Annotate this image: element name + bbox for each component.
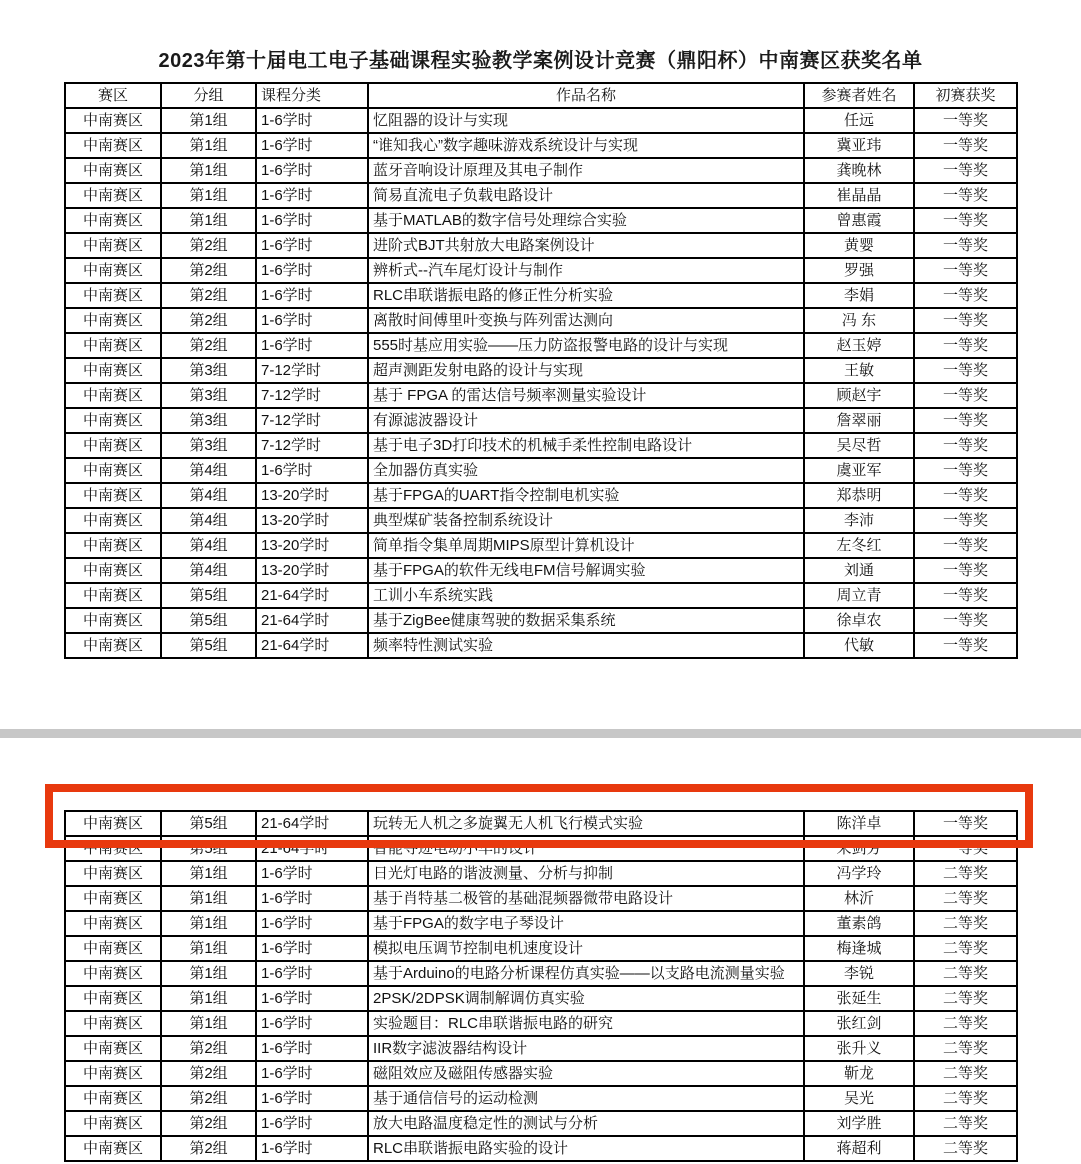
cell-work-title: 忆阻器的设计与实现 (368, 108, 804, 133)
table-row (65, 836, 1017, 861)
cell-group: 第4组 (161, 533, 256, 558)
table-row (65, 508, 1017, 533)
cell-region: 中南赛区 (65, 911, 161, 936)
table-row (65, 408, 1017, 433)
cell-group: 第2组 (161, 258, 256, 283)
table-row (65, 183, 1017, 208)
cell-participant-name: 赵玉婷 (804, 333, 914, 358)
cell-course-category: 7-12学时 (256, 408, 368, 433)
cell-group: 第1组 (161, 108, 256, 133)
cell-region: 中南赛区 (65, 108, 161, 133)
cell-award: 一等奖 (914, 533, 1017, 558)
cell-course-category: 13-20学时 (256, 533, 368, 558)
table-row (65, 1011, 1017, 1036)
table-row (65, 533, 1017, 558)
cell-region: 中南赛区 (65, 533, 161, 558)
cell-participant-name: 龚晚林 (804, 158, 914, 183)
cell-participant-name: 罗强 (804, 258, 914, 283)
cell-work-title: 基于FPGA的软件无线电FM信号解调实验 (368, 558, 804, 583)
cell-participant-name: 张红剑 (804, 1011, 914, 1036)
cell-participant-name: 张延生 (804, 986, 914, 1011)
cell-group: 第2组 (161, 1086, 256, 1111)
cell-group: 第5组 (161, 836, 256, 861)
cell-course-category: 21-64学时 (256, 583, 368, 608)
cell-group: 第1组 (161, 158, 256, 183)
section-divider-bar (0, 729, 1081, 738)
cell-course-category: 1-6学时 (256, 108, 368, 133)
table-row (65, 383, 1017, 408)
cell-work-title: 基于电子3D打印技术的机械手柔性控制电路设计 (368, 433, 804, 458)
cell-work-title: 基于FPGA的UART指令控制电机实验 (368, 483, 804, 508)
cell-region: 中南赛区 (65, 986, 161, 1011)
award-table-first-prize (64, 82, 1018, 659)
cell-region: 中南赛区 (65, 233, 161, 258)
cell-course-category: 1-6学时 (256, 1136, 368, 1161)
cell-award: 一等奖 (914, 108, 1017, 133)
cell-award: 一等奖 (914, 408, 1017, 433)
cell-award: 一等奖 (914, 608, 1017, 633)
table-row (65, 283, 1017, 308)
cell-group: 第2组 (161, 308, 256, 333)
cell-course-category: 1-6学时 (256, 1036, 368, 1061)
table-row (65, 886, 1017, 911)
cell-region: 中南赛区 (65, 158, 161, 183)
cell-group: 第4组 (161, 483, 256, 508)
cell-group: 第3组 (161, 358, 256, 383)
table-row (65, 608, 1017, 633)
table-row (65, 308, 1017, 333)
cell-participant-name: 曾惠霞 (804, 208, 914, 233)
header-region: 赛区 (65, 83, 161, 108)
cell-group: 第4组 (161, 458, 256, 483)
cell-region: 中南赛区 (65, 383, 161, 408)
table-row (65, 1061, 1017, 1086)
table-row (65, 1136, 1017, 1161)
cell-region: 中南赛区 (65, 1136, 161, 1161)
cell-course-category: 21-64学时 (256, 836, 368, 861)
cell-course-category: 1-6学时 (256, 258, 368, 283)
cell-group: 第1组 (161, 911, 256, 936)
cell-award: 一等奖 (914, 358, 1017, 383)
cell-work-title: 555时基应用实验——压力防盗报警电路的设计与实现 (368, 333, 804, 358)
cell-course-category: 1-6学时 (256, 961, 368, 986)
cell-award: 一等奖 (914, 133, 1017, 158)
table-header (65, 83, 1017, 108)
cell-work-title: 全加器仿真实验 (368, 458, 804, 483)
cell-region: 中南赛区 (65, 508, 161, 533)
cell-course-category: 13-20学时 (256, 483, 368, 508)
table-row (65, 1036, 1017, 1061)
cell-course-category: 1-6学时 (256, 861, 368, 886)
cell-work-title: 基于肖特基二极管的基础混频器微带电路设计 (368, 886, 804, 911)
cell-work-title: 基于ZigBee健康驾驶的数据采集系统 (368, 608, 804, 633)
table-row (65, 233, 1017, 258)
cell-work-title: 基于MATLAB的数字信号处理综合实验 (368, 208, 804, 233)
cell-group: 第1组 (161, 861, 256, 886)
cell-participant-name: 周立青 (804, 583, 914, 608)
cell-participant-name: 王敏 (804, 358, 914, 383)
cell-award: 二等奖 (914, 961, 1017, 986)
cell-group: 第1组 (161, 1011, 256, 1036)
cell-work-title: 简单指令集单周期MIPS原型计算机设计 (368, 533, 804, 558)
cell-region: 中南赛区 (65, 633, 161, 658)
cell-award: 一等奖 (914, 583, 1017, 608)
cell-region: 中南赛区 (65, 1061, 161, 1086)
header-award: 初赛获奖 (914, 83, 1017, 108)
cell-participant-name: 詹翠丽 (804, 408, 914, 433)
table-row (65, 358, 1017, 383)
cell-work-title: 简易直流电子负载电路设计 (368, 183, 804, 208)
cell-award: 一等奖 (914, 333, 1017, 358)
table-row (65, 911, 1017, 936)
cell-group: 第5组 (161, 633, 256, 658)
cell-award: 一等奖 (914, 558, 1017, 583)
cell-region: 中南赛区 (65, 258, 161, 283)
cell-group: 第2组 (161, 1036, 256, 1061)
cell-group: 第2组 (161, 333, 256, 358)
cell-award: 一等奖 (914, 836, 1017, 861)
cell-award: 一等奖 (914, 383, 1017, 408)
cell-work-title: 工训小车系统实践 (368, 583, 804, 608)
cell-course-category: 1-6学时 (256, 1111, 368, 1136)
cell-participant-name: 刘学胜 (804, 1111, 914, 1136)
award-table-second-prize (64, 810, 1018, 1162)
cell-course-category: 21-64学时 (256, 608, 368, 633)
cell-course-category: 1-6学时 (256, 283, 368, 308)
header-row (65, 83, 1017, 108)
cell-work-title: 典型煤矿装备控制系统设计 (368, 508, 804, 533)
cell-work-title: 实验题目：RLC串联谐振电路的研究 (368, 1011, 804, 1036)
cell-group: 第2组 (161, 1111, 256, 1136)
header-participant-name: 参赛者姓名 (804, 83, 914, 108)
cell-work-title: 基于 FPGA 的雷达信号频率测量实验设计 (368, 383, 804, 408)
cell-award: 一等奖 (914, 433, 1017, 458)
cell-work-title: 蓝牙音响设计原理及其电子制作 (368, 158, 804, 183)
cell-region: 中南赛区 (65, 408, 161, 433)
cell-award: 一等奖 (914, 811, 1017, 836)
cell-work-title: 离散时间傅里叶变换与阵列雷达测向 (368, 308, 804, 333)
cell-work-title: 日光灯电路的谐波测量、分析与抑制 (368, 861, 804, 886)
cell-award: 二等奖 (914, 1036, 1017, 1061)
table-row (65, 558, 1017, 583)
cell-award: 二等奖 (914, 936, 1017, 961)
cell-group: 第5组 (161, 583, 256, 608)
cell-work-title: 玩转无人机之多旋翼无人机飞行模式实验 (368, 811, 804, 836)
table-body (65, 811, 1017, 1161)
cell-participant-name: 代敏 (804, 633, 914, 658)
cell-award: 二等奖 (914, 1136, 1017, 1161)
table-row (65, 861, 1017, 886)
cell-group: 第1组 (161, 133, 256, 158)
cell-course-category: 7-12学时 (256, 358, 368, 383)
cell-course-category: 1-6学时 (256, 911, 368, 936)
cell-work-title: 超声测距发射电路的设计与实现 (368, 358, 804, 383)
cell-award: 一等奖 (914, 283, 1017, 308)
cell-course-category: 1-6学时 (256, 308, 368, 333)
cell-region: 中南赛区 (65, 183, 161, 208)
cell-course-category: 1-6学时 (256, 333, 368, 358)
table-row (65, 133, 1017, 158)
cell-course-category: 1-6学时 (256, 1061, 368, 1086)
table-row (65, 108, 1017, 133)
cell-course-category: 1-6学时 (256, 458, 368, 483)
cell-course-category: 1-6学时 (256, 936, 368, 961)
cell-participant-name: 梅逢城 (804, 936, 914, 961)
cell-course-category: 13-20学时 (256, 558, 368, 583)
cell-region: 中南赛区 (65, 283, 161, 308)
cell-region: 中南赛区 (65, 558, 161, 583)
cell-participant-name: 虞亚军 (804, 458, 914, 483)
cell-work-title: 基于FPGA的数字电子琴设计 (368, 911, 804, 936)
cell-award: 二等奖 (914, 1011, 1017, 1036)
table-row (65, 458, 1017, 483)
cell-region: 中南赛区 (65, 811, 161, 836)
table-row (65, 986, 1017, 1011)
cell-award: 二等奖 (914, 986, 1017, 1011)
cell-participant-name: 冀亚玮 (804, 133, 914, 158)
cell-participant-name: 朱剑芳 (804, 836, 914, 861)
cell-participant-name: 吴光 (804, 1086, 914, 1111)
cell-group: 第2组 (161, 1136, 256, 1161)
cell-region: 中南赛区 (65, 433, 161, 458)
cell-participant-name: 刘通 (804, 558, 914, 583)
cell-region: 中南赛区 (65, 861, 161, 886)
cell-work-title: 模拟电压调节控制电机速度设计 (368, 936, 804, 961)
cell-participant-name: 冯 东 (804, 308, 914, 333)
cell-participant-name: 冯学玲 (804, 861, 914, 886)
cell-participant-name: 左冬红 (804, 533, 914, 558)
cell-course-category: 1-6学时 (256, 886, 368, 911)
cell-group: 第1组 (161, 208, 256, 233)
cell-work-title: IIR数字滤波器结构设计 (368, 1036, 804, 1061)
cell-work-title: 基于通信信号的运动检测 (368, 1086, 804, 1111)
cell-participant-name: 崔晶晶 (804, 183, 914, 208)
table-row (65, 811, 1017, 836)
cell-region: 中南赛区 (65, 358, 161, 383)
document-title: 2023年第十届电工电子基础课程实验教学案例设计竞赛（鼎阳杯）中南赛区获奖名单 (158, 50, 923, 72)
cell-award: 二等奖 (914, 1086, 1017, 1111)
table-row (65, 483, 1017, 508)
cell-award: 一等奖 (914, 483, 1017, 508)
cell-region: 中南赛区 (65, 1086, 161, 1111)
cell-course-category: 21-64学时 (256, 633, 368, 658)
cell-region: 中南赛区 (65, 208, 161, 233)
table-row (65, 961, 1017, 986)
cell-award: 二等奖 (914, 1111, 1017, 1136)
table-row (65, 433, 1017, 458)
cell-participant-name: 郑恭明 (804, 483, 914, 508)
table-row (65, 633, 1017, 658)
cell-group: 第1组 (161, 886, 256, 911)
cell-participant-name: 徐卓农 (804, 608, 914, 633)
cell-course-category: 1-6学时 (256, 233, 368, 258)
cell-group: 第1组 (161, 183, 256, 208)
cell-work-title: RLC串联谐振电路的修正性分析实验 (368, 283, 804, 308)
table-row (65, 1111, 1017, 1136)
table-row (65, 258, 1017, 283)
cell-course-category: 21-64学时 (256, 811, 368, 836)
cell-participant-name: 吴尽哲 (804, 433, 914, 458)
cell-work-title: 放大电路温度稳定性的测试与分析 (368, 1111, 804, 1136)
cell-work-title: 基于Arduino的电路分析课程仿真实验——以支路电流测量实验 (368, 961, 804, 986)
cell-participant-name: 张升义 (804, 1036, 914, 1061)
cell-participant-name: 李娟 (804, 283, 914, 308)
table-row (65, 158, 1017, 183)
cell-group: 第3组 (161, 383, 256, 408)
cell-group: 第2组 (161, 233, 256, 258)
cell-award: 二等奖 (914, 861, 1017, 886)
cell-work-title: “谁知我心”数字趣味游戏系统设计与实现 (368, 133, 804, 158)
header-group: 分组 (161, 83, 256, 108)
cell-award: 一等奖 (914, 458, 1017, 483)
cell-work-title: 辨析式--汽车尾灯设计与制作 (368, 258, 804, 283)
cell-course-category: 1-6学时 (256, 986, 368, 1011)
cell-region: 中南赛区 (65, 1111, 161, 1136)
cell-award: 一等奖 (914, 633, 1017, 658)
header-work-title: 作品名称 (368, 83, 804, 108)
cell-group: 第3组 (161, 433, 256, 458)
cell-region: 中南赛区 (65, 608, 161, 633)
cell-group: 第4组 (161, 508, 256, 533)
cell-award: 一等奖 (914, 233, 1017, 258)
cell-region: 中南赛区 (65, 133, 161, 158)
cell-award: 一等奖 (914, 308, 1017, 333)
cell-participant-name: 靳龙 (804, 1061, 914, 1086)
cell-region: 中南赛区 (65, 333, 161, 358)
cell-work-title: 频率特性测试实验 (368, 633, 804, 658)
cell-course-category: 1-6学时 (256, 183, 368, 208)
cell-group: 第3组 (161, 408, 256, 433)
table-row (65, 208, 1017, 233)
table-row (65, 333, 1017, 358)
cell-region: 中南赛区 (65, 886, 161, 911)
table-row (65, 936, 1017, 961)
cell-course-category: 1-6学时 (256, 158, 368, 183)
cell-region: 中南赛区 (65, 458, 161, 483)
cell-course-category: 7-12学时 (256, 433, 368, 458)
cell-group: 第2组 (161, 1061, 256, 1086)
cell-award: 一等奖 (914, 508, 1017, 533)
cell-region: 中南赛区 (65, 1011, 161, 1036)
cell-course-category: 13-20学时 (256, 508, 368, 533)
cell-participant-name: 顾赵宇 (804, 383, 914, 408)
cell-participant-name: 陈洋卓 (804, 811, 914, 836)
cell-region: 中南赛区 (65, 961, 161, 986)
cell-participant-name: 林沂 (804, 886, 914, 911)
cell-region: 中南赛区 (65, 308, 161, 333)
cell-award: 二等奖 (914, 886, 1017, 911)
cell-work-title: 2PSK/2DPSK调制解调仿真实验 (368, 986, 804, 1011)
cell-course-category: 1-6学时 (256, 208, 368, 233)
cell-award: 二等奖 (914, 1061, 1017, 1086)
cell-group: 第1组 (161, 986, 256, 1011)
cell-region: 中南赛区 (65, 583, 161, 608)
cell-region: 中南赛区 (65, 1036, 161, 1061)
cell-region: 中南赛区 (65, 836, 161, 861)
cell-course-category: 7-12学时 (256, 383, 368, 408)
cell-region: 中南赛区 (65, 483, 161, 508)
cell-group: 第5组 (161, 811, 256, 836)
cell-group: 第2组 (161, 283, 256, 308)
cell-work-title: 磁阻效应及磁阻传感器实验 (368, 1061, 804, 1086)
cell-participant-name: 李锐 (804, 961, 914, 986)
cell-work-title: 有源滤波器设计 (368, 408, 804, 433)
cell-participant-name: 董素鸽 (804, 911, 914, 936)
cell-award: 一等奖 (914, 183, 1017, 208)
cell-work-title: 智能寻迹电动小车的设计 (368, 836, 804, 861)
cell-participant-name: 蒋超利 (804, 1136, 914, 1161)
cell-course-category: 1-6学时 (256, 133, 368, 158)
cell-work-title: RLC串联谐振电路实验的设计 (368, 1136, 804, 1161)
cell-award: 一等奖 (914, 208, 1017, 233)
cell-group: 第1组 (161, 936, 256, 961)
cell-group: 第4组 (161, 558, 256, 583)
cell-award: 一等奖 (914, 258, 1017, 283)
cell-participant-name: 任远 (804, 108, 914, 133)
cell-region: 中南赛区 (65, 936, 161, 961)
cell-group: 第5组 (161, 608, 256, 633)
cell-course-category: 1-6学时 (256, 1086, 368, 1111)
table-row (65, 583, 1017, 608)
cell-group: 第1组 (161, 961, 256, 986)
table-body (65, 108, 1017, 658)
cell-award: 一等奖 (914, 158, 1017, 183)
table-row (65, 1086, 1017, 1111)
cell-participant-name: 黄婴 (804, 233, 914, 258)
cell-course-category: 1-6学时 (256, 1011, 368, 1036)
cell-award: 二等奖 (914, 911, 1017, 936)
cell-participant-name: 李沛 (804, 508, 914, 533)
cell-work-title: 进阶式BJT共射放大电路案例设计 (368, 233, 804, 258)
header-course-category: 课程分类 (256, 83, 368, 108)
